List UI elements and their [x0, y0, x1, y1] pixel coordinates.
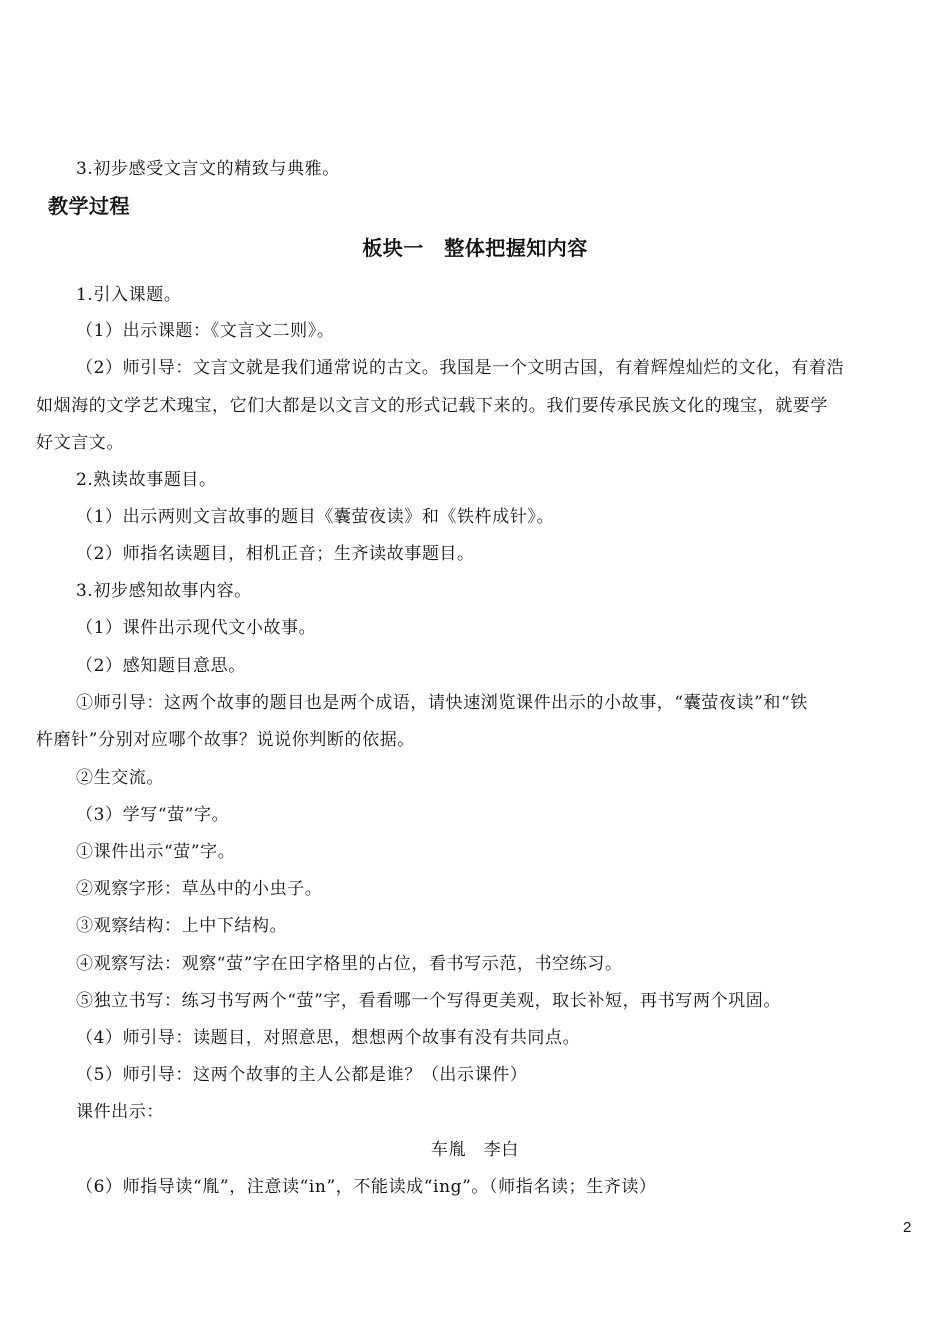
step-1-item-2-cont-1: 如烟海的文学艺术瑰宝，它们大都是以文言文的形式记载下来的。我们要传承民族文化的瑰宝，就要学 [36, 396, 828, 416]
step-3-item-6: （6）师指导读“胤”，注意读“in”，不能读成“ing”。（师指名读；生齐读） [76, 1177, 657, 1197]
step-3-item-3-sub-1: ①课件出示“萤”字。 [76, 842, 236, 862]
courseware-names: 车胤 李白 [431, 1140, 519, 1160]
step-3-item-5: （5）师引导：这两个故事的主人公都是谁？（出示课件） [76, 1065, 528, 1085]
step-1: 1.引入课题。 [76, 285, 182, 305]
step-3-item-3-sub-2: ②观察字形：草丛中的小虫子。 [76, 879, 323, 899]
step-3-item-4: （4）师引导：读题目，对照意思，想想两个故事有没有共同点。 [76, 1028, 581, 1048]
step-1-item-2-cont-2: 好文言文。 [36, 433, 124, 453]
page-number: 2 [903, 1219, 912, 1236]
step-3-item-2-sub-2: ②生交流。 [76, 768, 164, 788]
step-2-item-1: （1）出示两则文言故事的题目《囊萤夜读》和《铁杵成针》。 [76, 507, 555, 527]
step-3-item-2-sub-1-cont: 杵磨针”分别对应哪个故事？说说你判断的依据。 [36, 730, 415, 750]
step-3-item-3-sub-3: ③观察结构：上中下结构。 [76, 916, 288, 936]
step-1-item-2: （2）师引导：文言文就是我们通常说的古文。我国是一个文明古国，有着辉煌灿烂的文化，有着浩 [76, 358, 845, 378]
step-2: 2.熟读故事题目。 [76, 470, 217, 490]
step-3-item-2: （2）感知题目意思。 [76, 656, 246, 676]
step-3: 3.初步感知故事内容。 [76, 581, 252, 601]
step-3-item-3: （3）学写“萤”字。 [76, 805, 230, 825]
courseware-label: 课件出示： [76, 1102, 164, 1122]
block-title: 板块一 整体把握知内容 [362, 236, 588, 260]
step-3-item-2-sub-1: ①师引导：这两个故事的题目也是两个成语，请快速浏览课件出示的小故事，“囊萤夜读”和“铁 [76, 693, 808, 713]
step-2-item-2: （2）师指名读题目，相机正音；生齐读故事题目。 [76, 544, 475, 564]
objective-3: 3.初步感受文言文的精致与典雅。 [76, 159, 340, 179]
step-3-item-3-sub-4: ④观察写法：观察“萤”字在田字格里的占位，看书写示范，书空练习。 [76, 954, 623, 974]
step-3-item-3-sub-5: ⑤独立书写：练习书写两个“萤”字，看看哪一个写得更美观，取长补短，再书写两个巩固。 [76, 991, 781, 1011]
section-title: 教学过程 [48, 194, 130, 218]
step-3-item-1: （1）课件出示现代文小故事。 [76, 618, 317, 638]
step-1-item-1: （1）出示课题：《文言文二则》。 [76, 321, 335, 341]
